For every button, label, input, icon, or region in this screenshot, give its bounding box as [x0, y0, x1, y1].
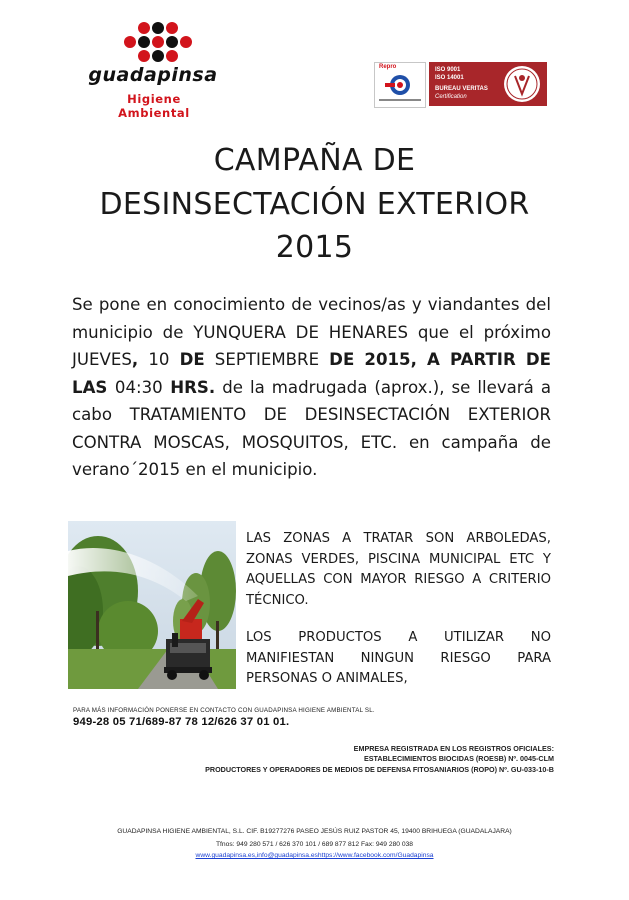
- title-line-1: CAMPAÑA DE: [213, 143, 416, 178]
- bv-line: ISO 9001: [435, 67, 461, 73]
- footer-links: [0, 851, 629, 861]
- day-number: 10: [148, 350, 170, 369]
- month-name: SEPTIEMBRE: [214, 350, 320, 369]
- start-time: 04:30: [114, 377, 163, 397]
- repro-cert-icon: [383, 72, 417, 98]
- bureau-veritas-seal-icon: [501, 64, 543, 104]
- bureau-veritas-badge: [429, 62, 547, 106]
- paragraph-text: que el próximo: [408, 322, 551, 342]
- contact-phones: 949-28 05 71/689-87 78 12/626 37 01 01.: [73, 716, 290, 728]
- repro-cert-badge: [374, 62, 426, 108]
- logo-name: guadapinsa: [88, 64, 218, 86]
- bv-line: Certification: [435, 94, 467, 100]
- footer-phones: Tfnos: 949 280 571 / 626 370 101 / 689 877 812 Fax: 949 280 038: [215, 841, 414, 848]
- paragraph-bold: DE 2015, A PARTIR DE LAS: [72, 350, 551, 397]
- contact-info-text: PARA MÁS INFORMACIÓN PONERSE EN CONTACTO CON GUADAPINSA HIGIENE AMBIENTAL SL.: [73, 707, 375, 714]
- title-line-2: DESINSECTACIÓN EXTERIOR: [99, 187, 530, 222]
- paragraph-text: Se pone en conocimiento de vecinos/as y viandantes del municipio de: [72, 295, 551, 342]
- products-text: LOS PRODUCTOS A UTILIZAR NO MANIFIESTAN NINGUN RIESGO PARA PERSONAS O ANIMALES,: [246, 630, 551, 686]
- bv-text: [435, 66, 499, 101]
- footer-link[interactable]: www.guadapinsa.es,info@guadapinsa.eshttps://www.facebook.com/Guadapinsa: [195, 852, 434, 859]
- municipality-name: YUNQUERA DE HENARES: [193, 322, 409, 342]
- footer-address: GUADAPINSA HIGIENE AMBIENTAL, S.L. CIF. B19277276 PASEO JESÚS RUIZ PASTOR 45, 19400 BRIHUEGA (GUADALAJARA): [117, 828, 512, 835]
- bv-line: BUREAU VERITAS: [435, 86, 488, 92]
- bv-line: ISO 14001: [435, 75, 464, 81]
- registration-line-2: ESTABLECIMIENTOS BIOCIDAS (ROESB) Nº. 0045-CLM: [363, 754, 554, 763]
- repro-label: Repro: [379, 64, 397, 70]
- fumigation-photo: [68, 521, 236, 689]
- title-line-3: 2015: [275, 230, 354, 265]
- zones-text: LAS ZONAS A TRATAR SON ARBOLEDAS, ZONAS VERDES, PISCINA MUNICIPAL ETC Y AQUELLAS CON MAYOR RIESGO A CRITERIO TÉCNICO.: [246, 531, 551, 608]
- registration-line-1: EMPRESA REGISTRADA EN LOS REGISTROS OFICIALES:: [353, 744, 554, 753]
- paragraph-bold: HRS.: [162, 377, 216, 397]
- logo-subtitle: Higiene Ambiental: [118, 92, 190, 120]
- paragraph-text: de la madrugada (aprox.), se llevará a cabo TRATAMIENTO DE DESINSECTACIÓN EXTERIOR CONTRA MOSCAS, MOSQUITOS, ETC. en campaña de verano´2015 en el municipio.: [72, 377, 551, 479]
- guadapinsa-logo-icon: [122, 18, 194, 66]
- weekday: JUEVES: [72, 350, 132, 369]
- paragraph-bold: DE: [169, 350, 215, 369]
- announcement-paragraph: [72, 291, 551, 484]
- registration-line-3: PRODUCTORES Y OPERADORES DE MEDIOS DE DEFENSA FITOSANIARIOS (ROPO) Nº. GU-033-10-B: [205, 765, 554, 774]
- paragraph-comma: ,: [131, 350, 149, 369]
